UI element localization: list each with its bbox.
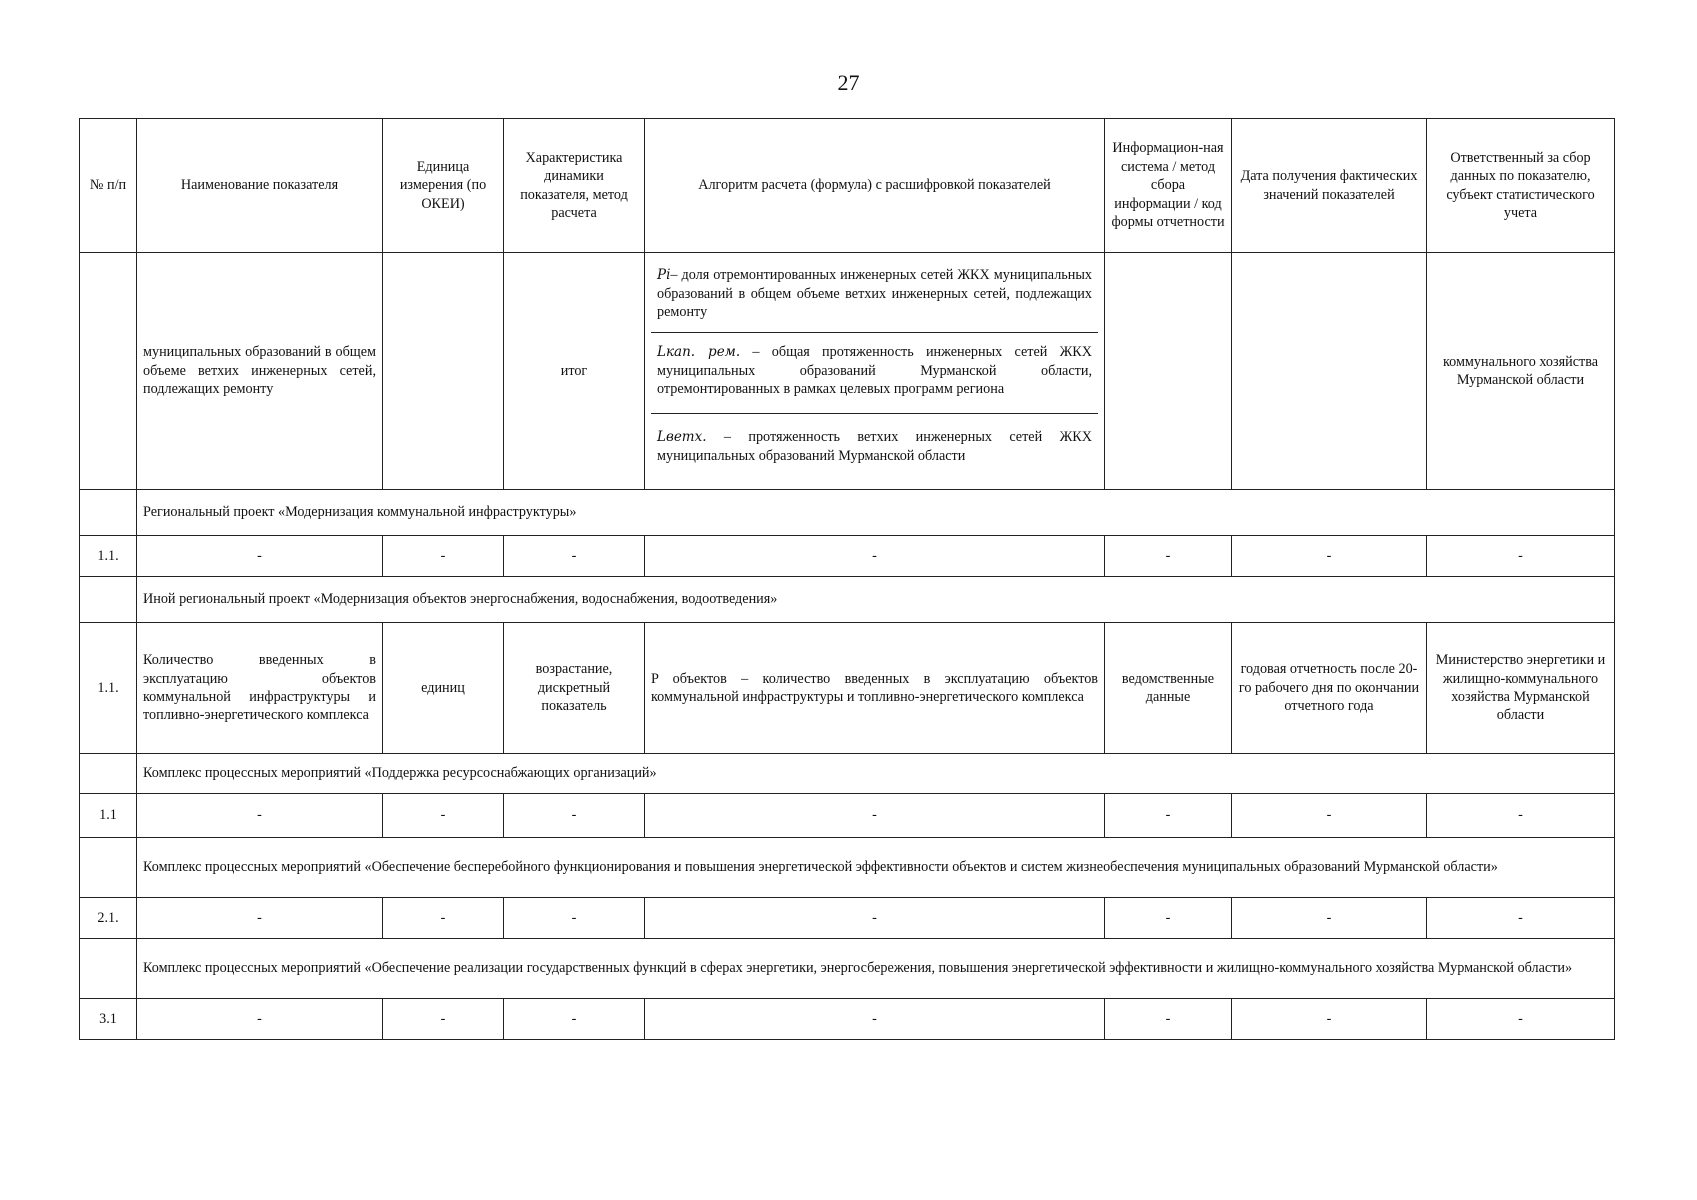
cell-number (80, 838, 137, 898)
cell-dynamics: - (504, 794, 645, 838)
table-row (80, 623, 1615, 754)
section-row (80, 838, 1615, 898)
section-title: Комплекс процессных мероприятий «Обеспечение реализации государственных функций в сферах энергетики, энергосбережения, повышения энергетической эффективности и жилищно-коммунального хозяйства Мурманской области» (137, 939, 1615, 999)
section-row (80, 754, 1615, 794)
cell-unit: - (383, 536, 504, 577)
cell-number (80, 939, 137, 999)
formula-text: – общая протяженность инженерных сетей ЖКХ муниципальных образований Мурманской области, отремонтированных в рамках целевых программ региона (657, 344, 1093, 397)
cell-indicator-name: - (137, 898, 383, 939)
formula-text: – доля отремонтированных инженерных сетей ЖКХ муниципальных образований в общем объеме ветхих инженерных сетей, подлежащих ремонту (657, 267, 1092, 320)
formula-part (651, 414, 1098, 486)
section-title: Региональный проект «Модернизация коммунальной инфраструктуры» (137, 490, 1615, 536)
formula-text: – протяженность ветхих инженерных сетей ЖКХ муниципальных образований Мурманской области (657, 429, 1092, 464)
cell-formula: - (645, 536, 1105, 577)
cell-number: 1.1. (80, 623, 137, 754)
cell-unit: единиц (383, 623, 504, 754)
cell-info-system: - (1105, 794, 1232, 838)
cell-responsible: - (1427, 999, 1615, 1040)
header-number: № п/п (80, 119, 137, 253)
header-dynamics: Характеристика динамики показателя, метод расчета (504, 119, 645, 253)
table-row (80, 898, 1615, 939)
cell-date: - (1232, 898, 1427, 939)
cell-formula: - (645, 898, 1105, 939)
cell-info-system (1105, 253, 1232, 490)
header-unit: Единица измерения (по ОКЕИ) (383, 119, 504, 253)
cell-number (80, 490, 137, 536)
header-responsible: Ответственный за сбор данных по показателю, субъект статистического учета (1427, 119, 1615, 253)
cell-indicator-name: - (137, 794, 383, 838)
cell-responsible: - (1427, 898, 1615, 939)
cell-dynamics: - (504, 999, 645, 1040)
cell-responsible: - (1427, 536, 1615, 577)
cell-indicator-name: Количество введенных в эксплуатацию объектов коммунальной инфраструктуры и топливно-энергетического комплекса (137, 623, 383, 754)
page-number: 27 (837, 70, 860, 95)
cell-number: 1.1. (80, 536, 137, 577)
table-row (80, 253, 1615, 490)
section-title: Комплекс процессных мероприятий «Поддержка ресурсоснабжающих организаций» (137, 754, 1615, 794)
cell-responsible: коммунального хозяйства Мурманской области (1427, 253, 1615, 490)
cell-number: 1.1 (80, 794, 137, 838)
cell-indicator-name: - (137, 536, 383, 577)
cell-date: годовая отчетность после 20-го рабочего дня по окончании отчетного года (1232, 623, 1427, 754)
cell-number: 2.1. (80, 898, 137, 939)
table-header-row (80, 119, 1615, 253)
table-row (80, 999, 1615, 1040)
cell-date: - (1232, 999, 1427, 1040)
cell-dynamics: итог (504, 253, 645, 490)
cell-responsible: - (1427, 794, 1615, 838)
cell-unit: - (383, 999, 504, 1040)
cell-number (80, 577, 137, 623)
cell-formula: P объектов – количество введенных в эксплуатацию объектов коммунальной инфраструктуры и топливно-энергетического комплекса (645, 623, 1105, 754)
cell-info-system: - (1105, 898, 1232, 939)
cell-unit (383, 253, 504, 490)
cell-dynamics: возрастание, дискретный показатель (504, 623, 645, 754)
formula-part (651, 256, 1098, 333)
cell-indicator-name: - (137, 999, 383, 1040)
header-date: Дата получения фактических значений показателей (1232, 119, 1427, 253)
section-row (80, 577, 1615, 623)
formula-symbol: Lкап. рем. (657, 344, 741, 360)
cell-unit: - (383, 794, 504, 838)
cell-responsible: Министерство энергетики и жилищно-коммунального хозяйства Мурманской области (1427, 623, 1615, 754)
cell-number (80, 754, 137, 794)
cell-formula (645, 253, 1105, 490)
header-indicator-name: Наименование показателя (137, 119, 383, 253)
cell-date (1232, 253, 1427, 490)
cell-info-system: - (1105, 536, 1232, 577)
cell-date: - (1232, 536, 1427, 577)
section-title: Иной региональный проект «Модернизация объектов энергоснабжения, водоснабжения, водоотведения» (137, 577, 1615, 623)
formula-part (651, 333, 1098, 414)
table-row (80, 794, 1615, 838)
header-info-system: Информацион-ная система / метод сбора информации / код формы отчетности (1105, 119, 1232, 253)
table-row (80, 536, 1615, 577)
cell-dynamics: - (504, 536, 645, 577)
cell-date: - (1232, 794, 1427, 838)
cell-formula: - (645, 999, 1105, 1040)
formula-symbol: Pi (657, 267, 671, 283)
header-formula: Алгоритм расчета (формула) с расшифровкой показателей (645, 119, 1105, 253)
cell-info-system: ведомственные данные (1105, 623, 1232, 754)
section-row (80, 490, 1615, 536)
cell-number: 3.1 (80, 999, 137, 1040)
formula-symbol: Lветх. (657, 429, 707, 445)
section-row (80, 939, 1615, 999)
cell-dynamics: - (504, 898, 645, 939)
cell-number (80, 253, 137, 490)
cell-formula: - (645, 794, 1105, 838)
cell-unit: - (383, 898, 504, 939)
cell-indicator-name: муниципальных образований в общем объеме ветхих инженерных сетей, подлежащих ремонту (137, 253, 383, 490)
indicators-table (79, 118, 1615, 1040)
cell-info-system: - (1105, 999, 1232, 1040)
section-title: Комплекс процессных мероприятий «Обеспечение бесперебойного функционирования и повышения энергетической эффективности объектов и систем жизнеобеспечения муниципальных образований Мурманской области» (137, 838, 1615, 898)
